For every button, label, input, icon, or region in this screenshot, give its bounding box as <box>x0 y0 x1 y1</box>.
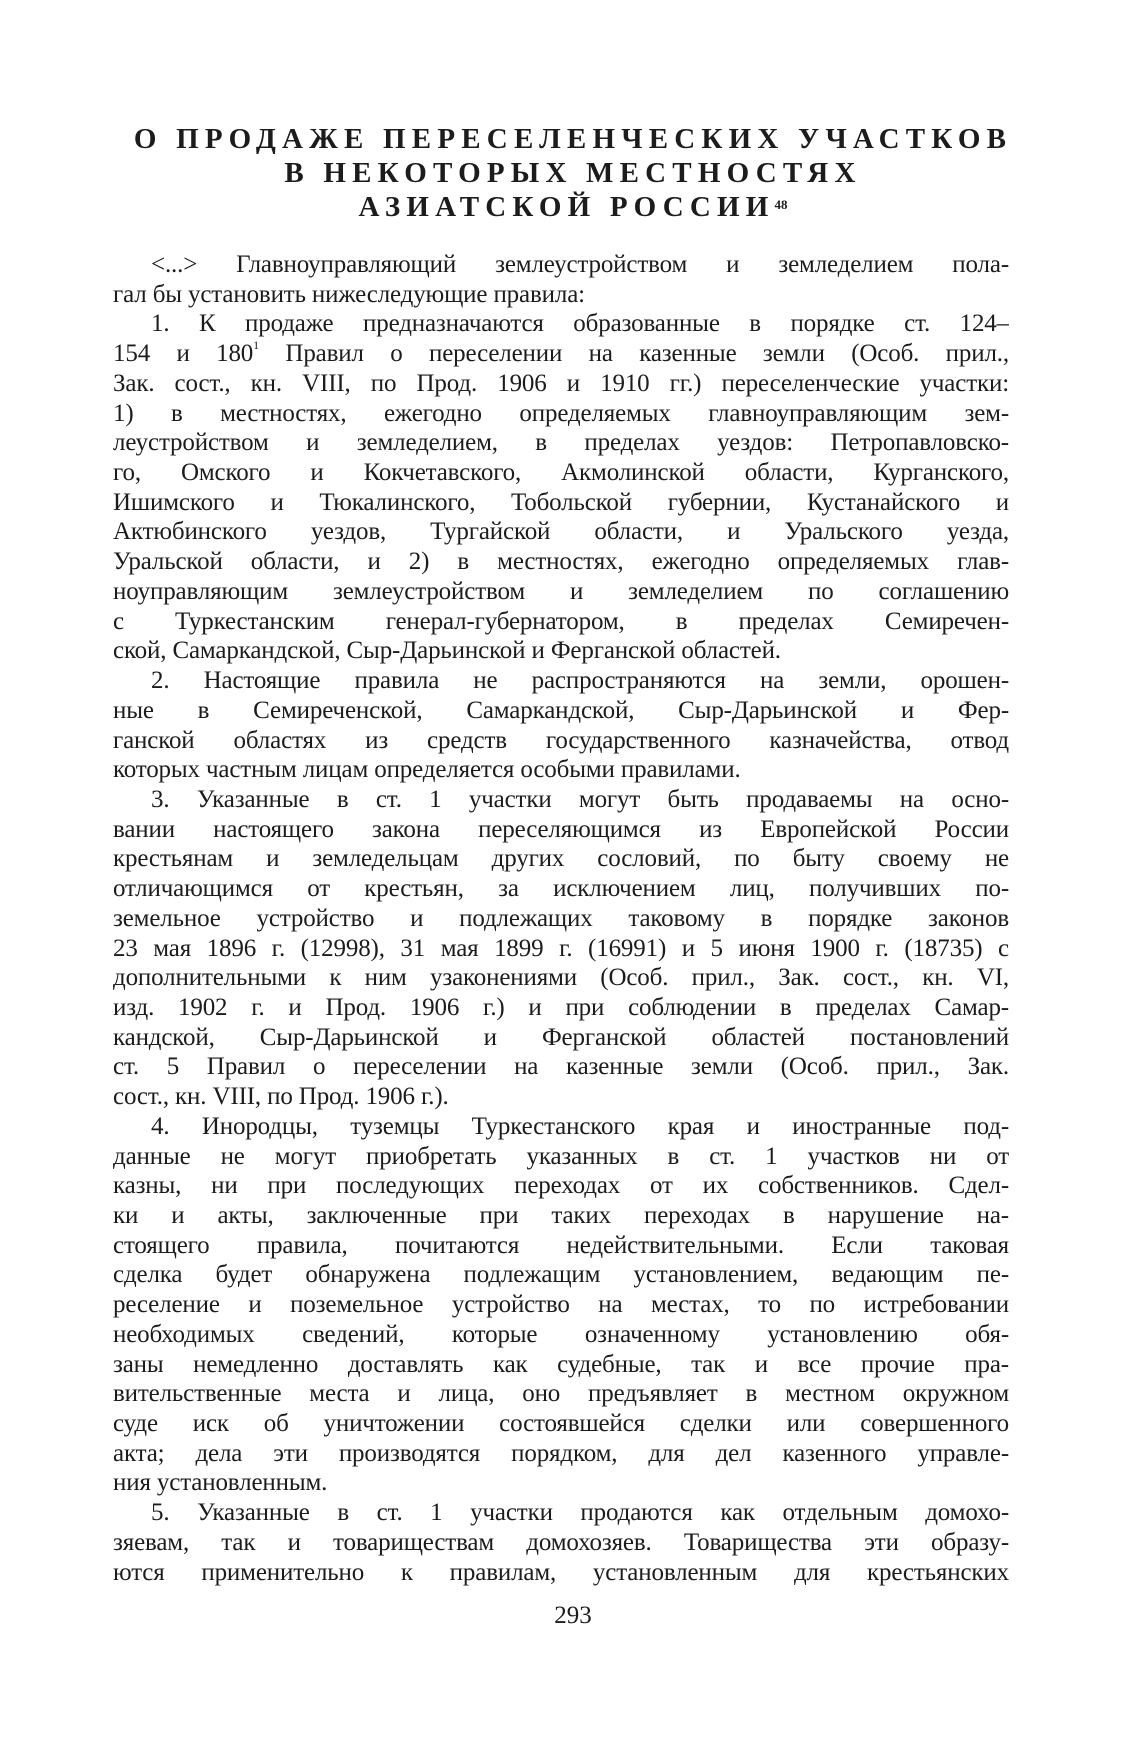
text-line <box>113 339 1009 369</box>
text-line: сост., кн. VIII, по Прод. 1906 г.). <box>113 1083 449 1111</box>
title-line-3-text: АЗИАТСКОЙ РОССИИ <box>358 191 775 223</box>
text-line: 3. Указанные в ст. 1 участки могут быть продаваемы на осно- <box>151 785 1009 813</box>
text-line: Уральской области, и 2) в местностях, ежегодно определяемых глав- <box>113 548 1009 576</box>
text-line: дополнительными к ним узаконениями (Особ. прил., Зак. сост., кн. VI, <box>113 964 1009 992</box>
text-fragment: 154 и 180 <box>113 340 254 368</box>
text-line: земельное устройство и подлежащих таковому в порядке законов <box>113 904 1009 932</box>
text-line: Ишимского и Тюкалинского, Тобольской губернии, Кустанайского и <box>113 488 1009 516</box>
text-line: кандской, Сыр-Дарьинской и Ферганской областей постановлений <box>113 1023 1009 1051</box>
text-line: зяевам, так и товариществам домохозяев. Товарищества эти образу- <box>113 1528 1009 1556</box>
text-line: 1) в местностях, ежегодно определяемых главноуправляющим зем- <box>113 399 1009 427</box>
title-footnote-mark: 48 <box>774 197 788 212</box>
text-line: 5. Указанные в ст. 1 участки продаются как отдельным домохо- <box>151 1499 1009 1527</box>
text-line: вании настоящего закона переселяющимся из Европейской России <box>113 815 1009 843</box>
body-text <box>113 250 1009 1587</box>
text-line: стоящего правила, почитаются недействительными. Если таковая <box>113 1231 1009 1259</box>
text-line: с Туркестанским генерал-губернатором, в пределах Семиречен- <box>113 607 1009 635</box>
text-line: 23 мая 1896 г. (12998), 31 мая 1899 г. (16991) и 5 июня 1900 г. (18735) с <box>113 934 1009 962</box>
text-line: акта; дела эти производятся порядком, для дел казенного управле- <box>113 1439 1009 1467</box>
text-line: ются применительно к правилам, установленным для крестьянских <box>113 1558 1009 1586</box>
text-line: ния установленным. <box>113 1469 328 1497</box>
text-line: реселение и поземельное устройство на местах, то по истребовании <box>113 1291 1009 1319</box>
text-line: крестьянам и земледельцам других сословий, по быту своему не <box>113 845 1009 873</box>
text-line: гал бы установить нижеследующие правила: <box>113 280 585 308</box>
text-line: ноуправляющим землеустройством и земледелием по соглашению <box>113 577 1009 605</box>
text-line: ст. 5 Правил о переселении на казенные земли (Особ. прил., Зак. <box>113 1053 1009 1081</box>
text-line: данные не могут приобретать указанных в ст. 1 участков ни от <box>113 1142 1009 1170</box>
text-line: ской, Самаркандской, Сыр-Дарьинской и Ферганской областей. <box>113 637 781 665</box>
text-line: изд. 1902 г. и Прод. 1906 г.) и при соблюдении в пределах Самар- <box>113 993 1009 1021</box>
text-line: отличающимся от крестьян, за исключением лиц, получивших по- <box>113 875 1009 903</box>
text-line: Зак. сост., кн. VIII, по Прод. 1906 и 1910 гг.) переселенческие участки: <box>113 369 1009 397</box>
footnote-mark: 1 <box>253 339 260 353</box>
text-line: ганской областях из средств государственного казначейства, отвод <box>113 726 1009 754</box>
text-line: которых частным лицам определяется особыми правилами. <box>113 756 741 784</box>
text-line: казны, ни при последующих переходах от их собственников. Сдел- <box>113 1172 1009 1200</box>
text-line: сделка будет обнаружена подлежащим установлением, ведающим пе- <box>113 1261 1009 1289</box>
title-line-1: О ПРОДАЖЕ ПЕРЕСЕЛЕНЧЕСКИХ УЧАСТКОВ <box>133 123 1013 155</box>
text-line: суде иск об уничтожении состоявшейся сделки или совершенного <box>113 1410 1009 1438</box>
text-line: вительственные места и лица, оно предъявляет в местном окружном <box>113 1380 1009 1408</box>
text-line: 1. К продаже предназначаются образованные в порядке ст. 124– <box>151 310 1009 338</box>
text-line: 4. Инородцы, туземцы Туркестанского края и иностранные под- <box>151 1112 1009 1140</box>
document-title <box>0 122 1146 224</box>
text-fragment: Правил о переселении на казенные земли (Особ. прил., <box>259 340 1009 368</box>
text-line: го, Омского и Кокчетавского, Акмолинской области, Курганского, <box>113 459 1009 487</box>
text-line: необходимых сведений, которые означенному установлению обя- <box>113 1320 1009 1348</box>
text-line: Актюбинского уездов, Тургайской области, и Уральского уезда, <box>113 518 1009 546</box>
text-line: ки и акты, заключенные при таких переходах в нарушение на- <box>113 1202 1009 1229</box>
title-line-3 <box>0 190 1146 224</box>
text-line: 2. Настоящие правила не распространяются на земли, орошен- <box>151 667 1009 695</box>
text-line: заны немедленно доставлять как судебные, так и все прочие пра- <box>113 1350 1009 1378</box>
title-line-2: В НЕКОТОРЫХ МЕСТНОСТЯХ <box>284 157 862 189</box>
text-line: леустройством и земледелием, в пределах уездов: Петропавловско- <box>113 429 1009 457</box>
text-line: ные в Семиреченской, Самаркандской, Сыр-Дарьинской и Фер- <box>113 696 1009 724</box>
text-line: <...> Главноуправляющий землеустройством и земледелием пола- <box>151 251 1009 278</box>
page-number: 293 <box>554 1602 592 1629</box>
